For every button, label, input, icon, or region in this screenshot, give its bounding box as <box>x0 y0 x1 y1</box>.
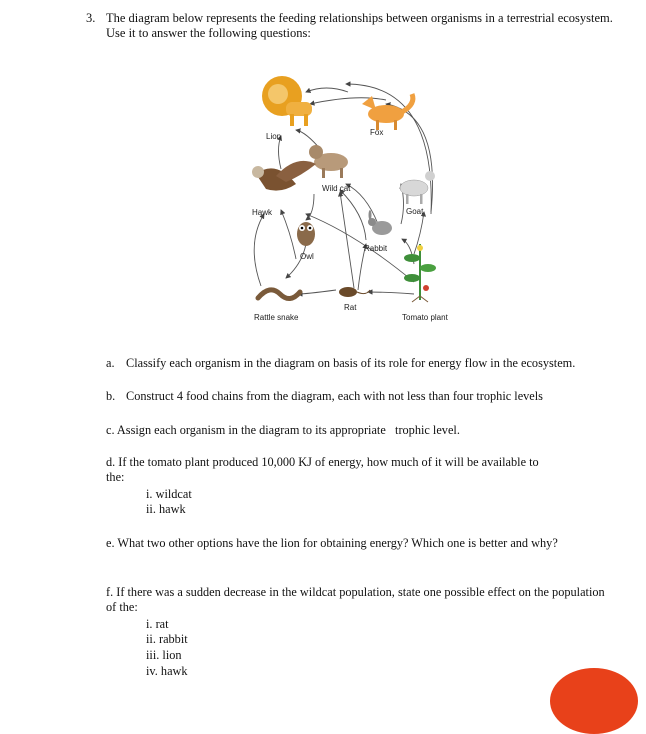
label-rabbit: Rabbit <box>364 244 388 253</box>
owl-icon <box>297 222 315 246</box>
label-rattle-snake: Rattle snake <box>254 313 299 322</box>
lion-icon <box>262 76 312 126</box>
part-e-text: e. What two other options have the lion for obtaining energy? Which one is better and why? <box>106 536 558 550</box>
rattle-snake-icon <box>258 290 300 299</box>
goat-icon <box>400 171 435 204</box>
part-d-item-1: i. wildcat <box>146 487 192 501</box>
label-owl: Owl <box>300 252 314 261</box>
part-d-text: d. If the tomato plant produced 10,000 KJ of energy, how much of it will be available to the: <box>106 455 539 484</box>
label-hawk: Hawk <box>252 208 273 217</box>
label-wildcat: Wild cat <box>322 184 351 193</box>
question-number: 3. <box>86 11 96 25</box>
corner-accent-shape <box>550 668 638 734</box>
part-f-text: f. If there was a sudden decrease in the wildcat population, state one possible effect on the population of the: <box>106 585 605 614</box>
label-fox: Fox <box>370 128 384 137</box>
part-f-item-3: iii. lion <box>146 648 182 662</box>
part-b-text: Construct 4 food chains from the diagram, each with not less than four trophic levels <box>126 389 543 403</box>
hawk-icon <box>252 161 316 191</box>
label-goat: Goat <box>406 207 424 216</box>
part-f-item-2: ii. rabbit <box>146 632 188 646</box>
part-b-marker: b. <box>106 389 116 403</box>
wildcat-icon <box>309 145 348 178</box>
part-d-item-2: ii. hawk <box>146 502 186 516</box>
label-tomato-plant: Tomato plant <box>402 313 448 322</box>
label-lion: Lion <box>266 132 282 141</box>
rabbit-icon <box>368 210 392 235</box>
part-c-text: c. Assign each organism in the diagram to its appropriate trophic level. <box>106 423 460 437</box>
part-f-item-4: iv. hawk <box>146 664 188 678</box>
question-intro: The diagram below represents the feeding relationships between organisms in a terrestrial ecosystem. Use it to answer the following questions: <box>106 11 613 40</box>
label-rat: Rat <box>344 303 357 312</box>
rat-icon <box>339 287 370 297</box>
part-a-text: Classify each organism in the diagram on basis of its role for energy flow in the ecosystem. <box>126 356 576 370</box>
fox-icon <box>362 94 413 130</box>
part-a-marker: a. <box>106 356 115 370</box>
part-f-item-1: i. rat <box>146 617 169 631</box>
food-web-drawing <box>236 64 476 332</box>
food-web-diagram <box>236 64 476 332</box>
